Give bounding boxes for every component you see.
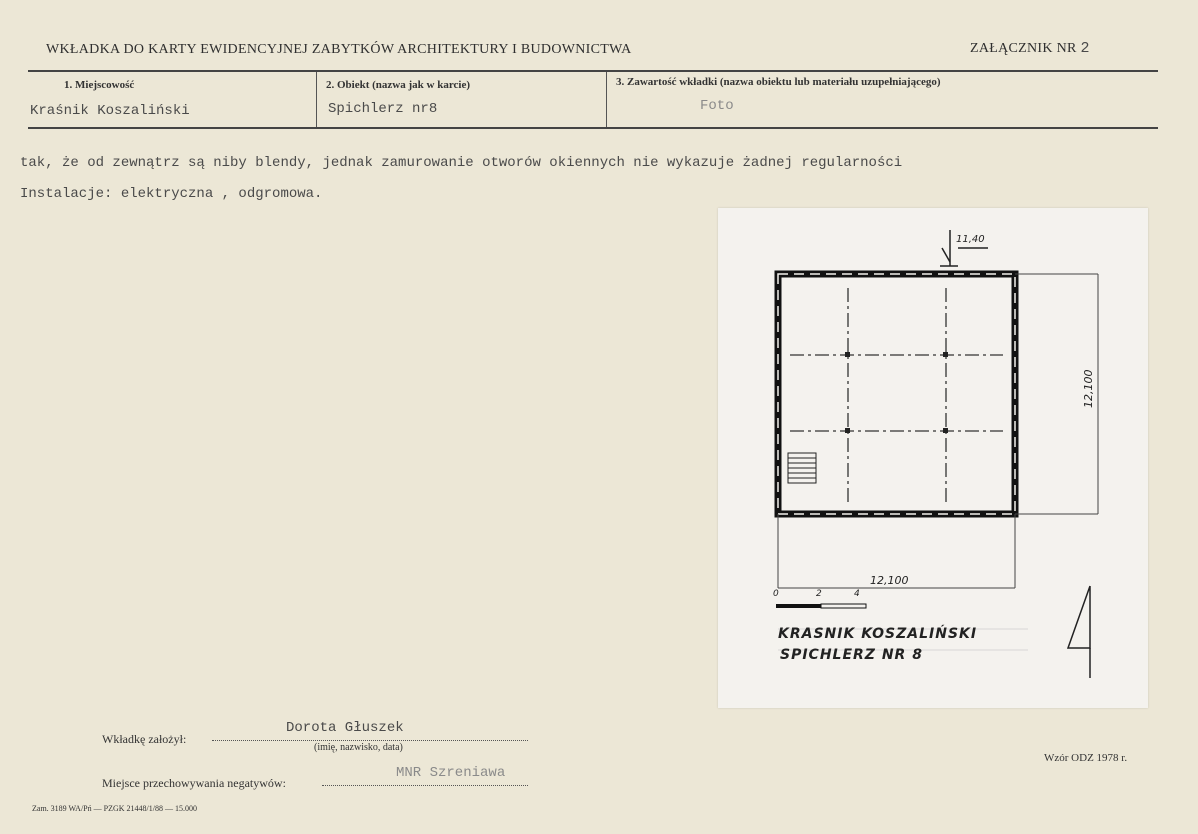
content-value: Foto (700, 98, 734, 114)
attachment-label-text: ZAŁĄCZNIK NR (970, 41, 1077, 56)
locality-value: Kraśnik Koszaliński (30, 103, 190, 119)
attachment-label (970, 40, 1090, 57)
horizontal-dimension-label: 12,100 (870, 574, 909, 587)
body-line-1: tak, że od zewnątrz są niby blendy, jednak zamurowanie otworów okiennych nie wykazuje żadnej regularności (20, 155, 903, 171)
object-label: 2. Obiekt (nazwa jak w karcie) (326, 79, 471, 91)
table-top-rule (28, 70, 1158, 72)
elevation-label: 11,40 (956, 234, 985, 245)
founder-label: Wkładkę założył: (102, 732, 187, 746)
internal-post-grid (790, 288, 1003, 503)
north-arrow (1068, 586, 1090, 678)
drawing-caption-line-2: SPICHLERZ NR 8 (780, 647, 923, 663)
body-line-2: Instalacje: elektryczna , odgromowa. (20, 186, 323, 202)
column-divider-1 (316, 72, 317, 127)
column-divider-2 (606, 72, 607, 127)
staircase (788, 453, 816, 483)
drawing-caption-line-1: KRASNIK KOSZALIŃSKI (778, 626, 978, 642)
scale-tick-2: 2 (816, 589, 822, 599)
founder-hint: (imię, nazwisko, data) (314, 742, 403, 753)
scale-tick-4: 4 (854, 589, 860, 599)
attachment-number: 2 (1080, 40, 1090, 57)
locality-label: 1. Miejscowość (64, 79, 135, 91)
form-model: Wzór ODZ 1978 r. (1044, 752, 1128, 764)
scale-tick-0: 0 (773, 589, 779, 599)
negatives-value: MNR Szreniawa (396, 765, 506, 781)
form-title: WKŁADKA DO KARTY EWIDENCYJNEJ ZABYTKÓW ARCHITEKTURY I BUDOWNICTWA (46, 42, 632, 57)
vertical-dimension-label: 12,100 (1082, 369, 1095, 408)
table-bottom-rule (28, 127, 1158, 129)
object-value: Spichlerz nr8 (328, 101, 438, 117)
founder-value: Dorota Głuszek (286, 720, 404, 736)
floor-plan-photo (718, 208, 1148, 708)
scale-bar (776, 604, 866, 608)
post-markers (845, 352, 948, 433)
negatives-label: Miejsce przechowywania negatywów: (102, 776, 286, 790)
content-label: 3. Zawartość wkładki (nazwa obiektu lub materiału uzupełniającego) (616, 76, 941, 88)
print-info: Zam. 3189 WA/Pń — PZGK 21448/1/88 — 15.000 (32, 804, 197, 813)
